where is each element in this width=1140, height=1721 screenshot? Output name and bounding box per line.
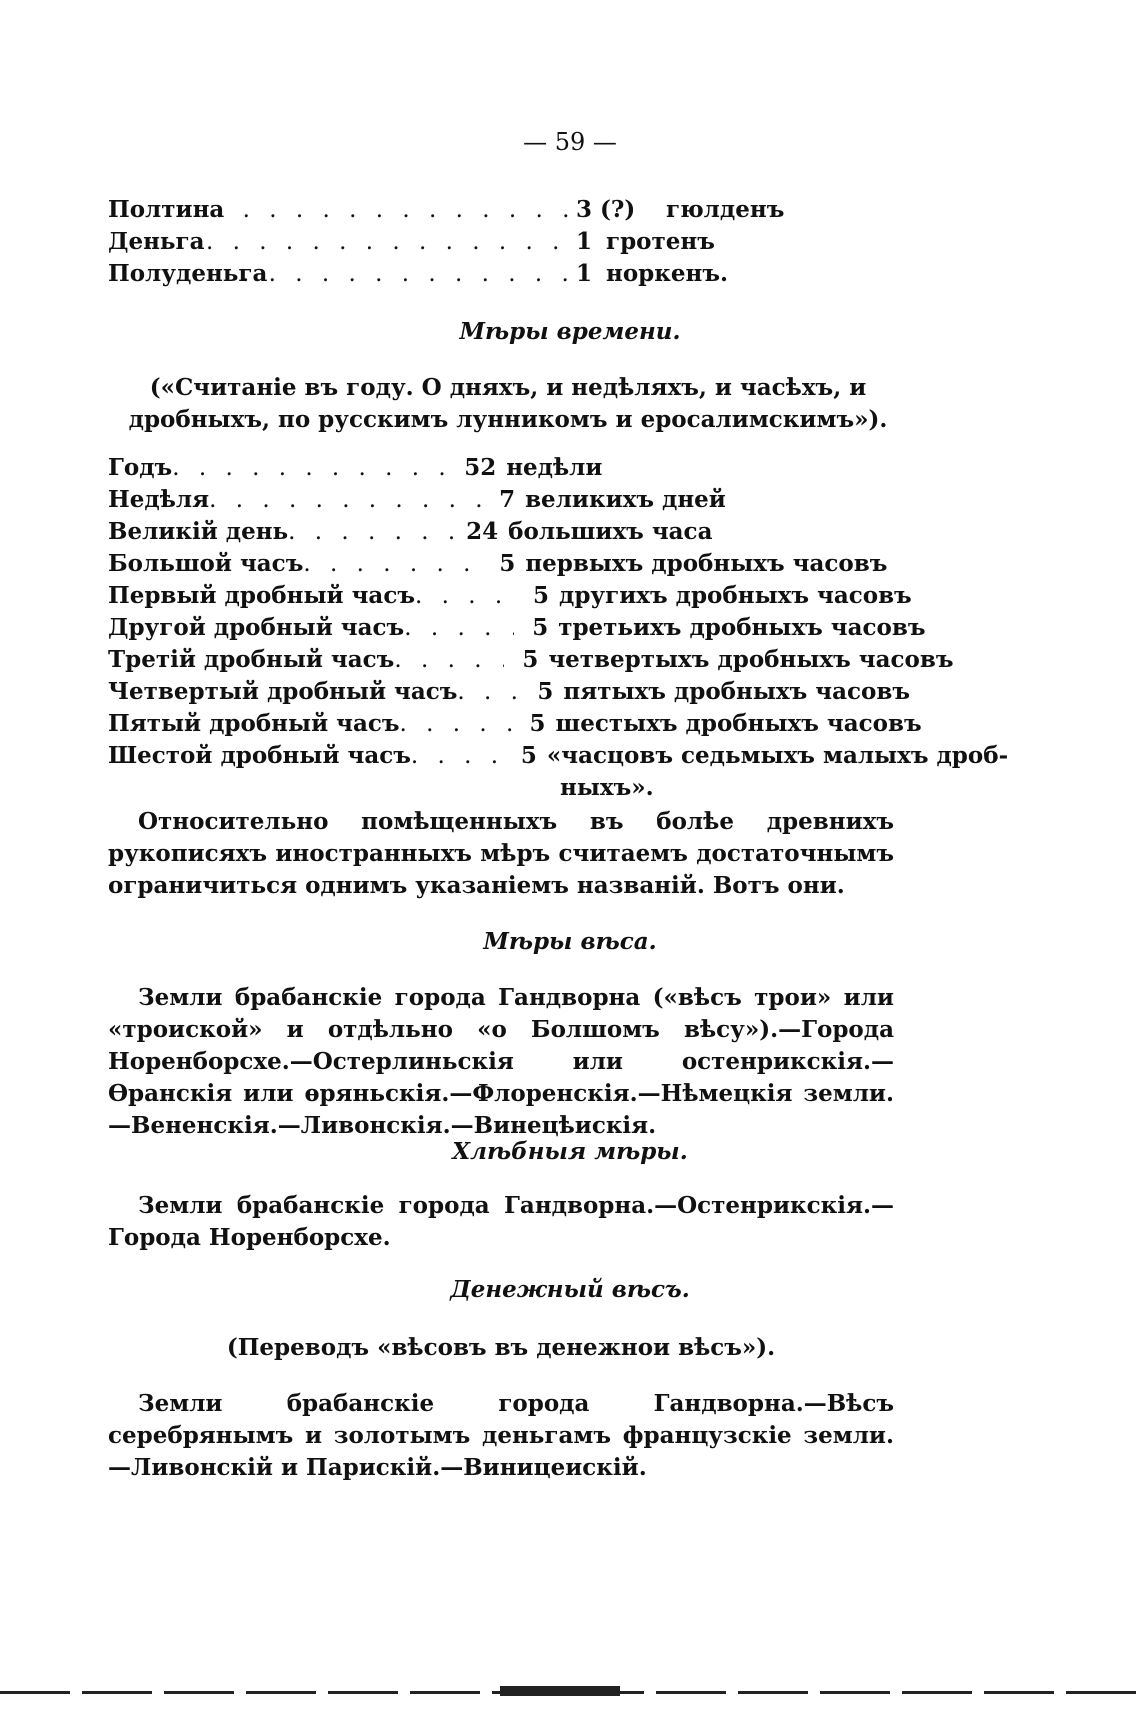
page-number: — 59 —: [0, 128, 1140, 156]
money-note: (Переводъ «вѣсовъ въ денежнои вѣсъ»).: [226, 1334, 776, 1361]
coin-unit: гюлденъ: [666, 196, 785, 223]
dot-leader: [172, 452, 462, 484]
coin-row: [108, 194, 784, 226]
time-row: [108, 676, 910, 708]
time-unit: шестыхъ дробныхъ часовъ: [555, 710, 922, 737]
coin-value: 1: [576, 228, 593, 255]
coin-row: [108, 226, 715, 258]
time-name: Великій день: [108, 518, 289, 545]
time-value: 7: [499, 486, 516, 513]
time-value: 52: [464, 454, 497, 481]
dot-leader: [411, 740, 503, 772]
time-unit: другихъ дробныхъ часовъ: [558, 582, 912, 609]
time-row: [108, 548, 887, 580]
time-value: 5: [520, 742, 537, 769]
time-unit: четвертыхъ дробныхъ часовъ: [548, 646, 954, 673]
time-row: [108, 708, 922, 740]
dot-leader: [209, 484, 481, 516]
time-value: 5: [532, 582, 549, 609]
time-row-continuation: [560, 772, 654, 804]
dot-leader: [404, 612, 514, 644]
dot-leader: [216, 194, 570, 226]
weight-paragraph: Земли брабанскіе города Гандворна («вѣсъ трои» или «троиской» и отдѣльно «о Болшомъ вѣсу»).—Города Норенборсхе.—Остерлиньскія или остенрикскія.—Ѳранскія или ѳряньскія.—Флоренскія.—Нѣмецкія земли.—Вененскія.—Ливонскія.—Винецѣискія.: [108, 984, 894, 1139]
dot-leader: [288, 516, 464, 548]
time-row: [108, 516, 712, 548]
section-heading-time: Мѣры времени.: [459, 318, 681, 345]
coin-value: 3 (?): [576, 196, 636, 223]
dot-leader: [394, 644, 504, 676]
bottom-rule-mark: [500, 1686, 620, 1696]
time-name: Третій дробный часъ: [108, 646, 395, 673]
time-value: 24: [466, 518, 499, 545]
time-value: 5: [537, 678, 554, 705]
coin-name: Полуденьга: [108, 260, 268, 287]
section-heading-weight: Мѣры вѣса.: [483, 928, 657, 955]
time-name: Четвертый дробный часъ: [108, 678, 458, 705]
time-unit: великихъ дней: [525, 486, 726, 513]
time-unit: первыхъ дробныхъ часовъ: [525, 550, 888, 577]
time-unit: пятыхъ дробныхъ часовъ: [563, 678, 910, 705]
time-value: 5: [499, 550, 516, 577]
time-value: 5: [529, 710, 546, 737]
time-value: 5: [532, 614, 549, 641]
time-row: [108, 580, 912, 612]
dot-leader: [242, 258, 570, 290]
time-row: [108, 644, 953, 676]
dot-leader: [400, 708, 512, 740]
section-heading-money: Денежный вѣсъ.: [450, 1276, 690, 1303]
time-unit-continuation: ныхъ».: [560, 774, 654, 801]
time-unit: третьихъ дробныхъ часовъ: [558, 614, 926, 641]
grain-paragraph: Земли брабанскіе города Гандворна.—Остенрикскія.—Города Норенборсхе.: [108, 1192, 894, 1251]
time-unit: недѣли: [506, 454, 603, 481]
coin-name: Полтина: [108, 196, 225, 223]
coin-unit: норкенъ.: [606, 260, 728, 287]
dot-leader: [303, 548, 481, 580]
time-name: Недѣля: [108, 486, 210, 513]
time-value: 5: [522, 646, 539, 673]
dot-leader: [457, 676, 519, 708]
time-note: («Считаніе въ году. О дняхъ, и недѣляхъ, и часѣхъ, и дробныхъ, по русскимъ лунникомъ и еросалимскимъ»).: [128, 374, 888, 433]
time-row: [108, 612, 926, 644]
time-name: Первый дробный часъ: [108, 582, 415, 609]
money-paragraph: Земли брабанскіе города Гандворна.—Вѣсъ серебрянымъ и золотымъ деньгамъ французскіе земли.—Ливонскій и Парискій.—Виницеискій.: [108, 1390, 894, 1481]
coin-row: [108, 258, 728, 290]
time-unit: «часцовъ седьмыхъ малыхъ дроб-: [546, 742, 1009, 769]
dot-leader: [206, 226, 570, 258]
section-heading-grain: Хлѣбныя мѣры.: [452, 1138, 688, 1165]
time-name: Пятый дробный часъ: [108, 710, 400, 737]
time-row: [108, 452, 602, 484]
time-name: Большой часъ: [108, 550, 304, 577]
coin-value: 1: [576, 260, 593, 287]
time-name: Шестой дробный часъ: [108, 742, 411, 769]
coin-name: Деньга: [108, 228, 205, 255]
foreign-measures-paragraph: Относительно помѣщенныхъ въ болѣе древнихъ рукописяхъ иностранныхъ мѣръ считаемъ достаточнымъ ограничиться однимъ указаніемъ названій. Вотъ они.: [108, 808, 894, 899]
dot-leader: [415, 580, 515, 612]
time-row: [108, 740, 1008, 772]
time-name: Годъ: [108, 454, 173, 481]
time-row: [108, 484, 726, 516]
time-unit: большихъ часа: [508, 518, 713, 545]
time-name: Другой дробный часъ: [108, 614, 405, 641]
coin-unit: гротенъ: [606, 228, 715, 255]
